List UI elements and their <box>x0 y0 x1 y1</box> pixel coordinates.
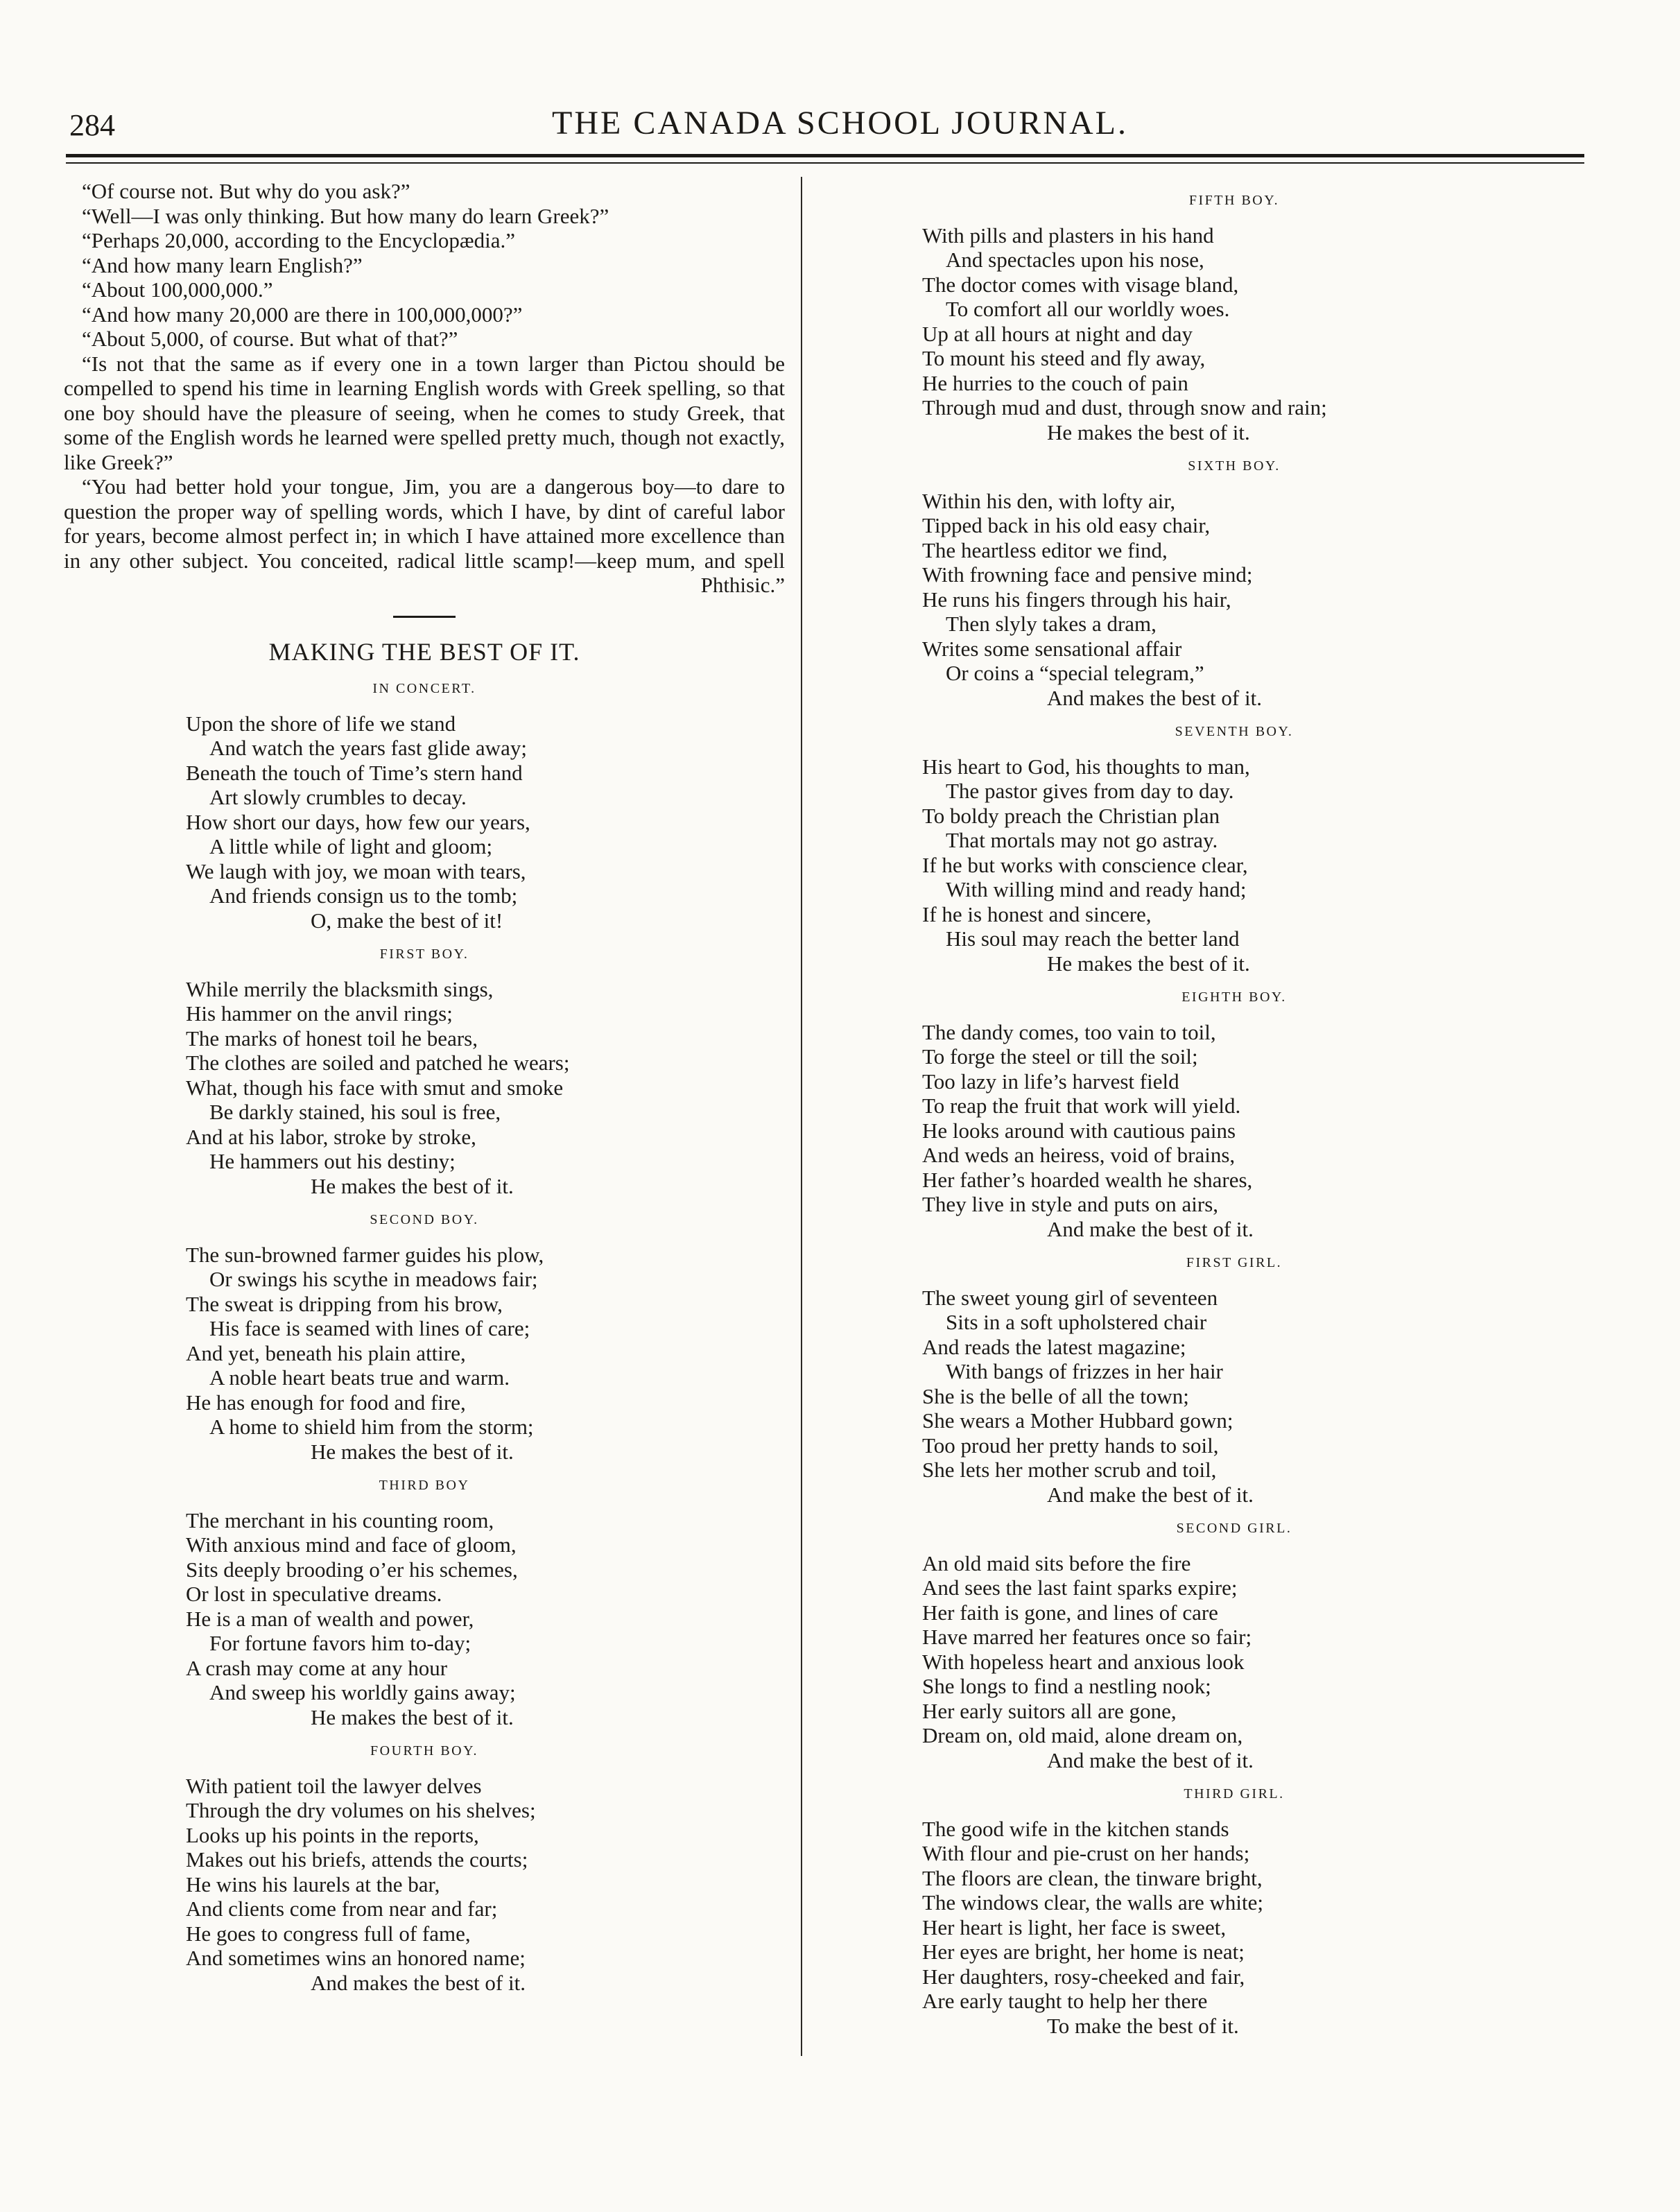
prose-paragraph: “You had better hold your tongue, Jim, you are a dangerous boy—to dare to question the proper way of spelling words, which I have, by dint of careful labor for years, become almost perfect in; in which I have attained more excellence than in any other subject. You conceited, radical little scamp!—keep mum, and spell Phthisic.” <box>64 474 785 597</box>
verse-line: Sits in a soft upholstered chair <box>946 1310 1207 1334</box>
verse-line: Makes out his briefs, attends the courts; <box>186 1847 528 1872</box>
section-rule <box>393 616 456 618</box>
verse-line: He makes the best of it. <box>311 1173 514 1198</box>
verse-line: Her daughters, rosy-cheeked and fair, <box>922 1964 1245 1989</box>
verse-line: Or lost in speculative dreams. <box>186 1582 442 1606</box>
verse-line: The heartless editor we find, <box>922 537 1168 562</box>
verse-line: Her early suitors all are gone, <box>922 1698 1177 1723</box>
journal-title: THE CANADA SCHOOL JOURNAL. <box>552 105 1128 141</box>
verse-line: And spectacles upon his nose, <box>946 248 1204 272</box>
verse-line: And reads the latest magazine; <box>922 1334 1186 1359</box>
stanza <box>922 1551 1546 1773</box>
verse-line: Through the dry volumes on his shelves; <box>186 1798 536 1822</box>
verse-line: He hurries to the couch of pain <box>922 370 1188 395</box>
verse-line: How short our days, how few our years, <box>186 809 530 834</box>
page-header <box>0 0 1680 159</box>
verse-line: Beneath the touch of Time’s stern hand <box>186 760 523 785</box>
verse-line: To boldy preach the Christian plan <box>922 803 1220 828</box>
verse-line: The clothes are soiled and patched he wears; <box>186 1051 570 1075</box>
verse-line: To make the best of it. <box>1047 2013 1239 2038</box>
verse-line: He makes the best of it. <box>311 1439 514 1464</box>
verse-line: What, though his face with smut and smoke <box>186 1075 564 1100</box>
verse-line: Have marred her features once so fair; <box>922 1625 1252 1649</box>
stanza-heading: SECOND BOY. <box>370 1212 479 1227</box>
verse-line: Her eyes are bright, her home is neat; <box>922 1939 1245 1964</box>
verse-line: Be darkly stained, his soul is free, <box>209 1100 501 1124</box>
verse-line: The good wife in the kitchen stands <box>922 1816 1229 1841</box>
stanza-heading: SECOND GIRL. <box>1176 1521 1292 1536</box>
dialogue-prose <box>64 179 785 598</box>
verse-line: And sometimes wins an honored name; <box>186 1946 526 1970</box>
verse-line: He is a man of wealth and power, <box>186 1606 474 1631</box>
verse-line: For fortune favors him to-day; <box>209 1631 471 1655</box>
prose-paragraph: “Of course not. But why do you ask?” <box>82 179 410 203</box>
verse-line: Writes some sensational affair <box>922 636 1182 661</box>
stanza <box>64 711 785 933</box>
verse-line: Upon the shore of life we stand <box>186 711 456 736</box>
poem-right-sections <box>922 189 1546 2038</box>
stanza <box>64 1508 785 1730</box>
verse-line: To forge the steel or till the soil; <box>922 1044 1198 1069</box>
verse-line: She lets her mother scrub and toil, <box>922 1458 1217 1482</box>
verse-line: Her father’s hoarded wealth he shares, <box>922 1167 1253 1192</box>
verse-line: A noble heart beats true and warm. <box>209 1365 510 1390</box>
verse-line: To reap the fruit that work will yield. <box>922 1094 1241 1118</box>
verse-line: He makes the best of it. <box>1047 951 1250 976</box>
verse-line: The doctor comes with visage bland, <box>922 272 1239 297</box>
verse-line: O, make the best of it! <box>311 908 503 933</box>
verse-line: And makes the best of it. <box>1047 685 1262 710</box>
verse-line: The dandy comes, too vain to toil, <box>922 1019 1216 1044</box>
verse-line: Or coins a “special telegram,” <box>946 661 1204 685</box>
verse-line: With anxious mind and face of gloom, <box>186 1532 517 1557</box>
verse-line: She is the belle of all the town; <box>922 1383 1189 1408</box>
verse-line: The windows clear, the walls are white; <box>922 1890 1264 1915</box>
verse-line: She wears a Mother Hubbard gown; <box>922 1408 1233 1433</box>
stanza-heading: FIRST BOY. <box>379 947 469 962</box>
verse-line: He wins his laurels at the bar, <box>186 1872 440 1896</box>
stanza <box>922 1817 1546 2039</box>
verse-line: The marks of honest toil he bears, <box>186 1026 478 1051</box>
verse-line: With frowning face and pensive mind; <box>922 562 1253 587</box>
right-column <box>922 179 1546 2038</box>
prose-paragraph: “Perhaps 20,000, according to the Encyclopædia.” <box>82 228 515 252</box>
verse-line: And friends consign us to the tomb; <box>209 883 518 908</box>
verse-line: Sits deeply brooding o’er his schemes, <box>186 1557 518 1582</box>
verse-line: And at his labor, stroke by stroke, <box>186 1124 476 1149</box>
verse-line: He makes the best of it. <box>1047 420 1250 444</box>
verse-line: His heart to God, his thoughts to man, <box>922 754 1250 779</box>
stanza-heading: IN CONCERT. <box>372 681 476 696</box>
verse-line: And make the best of it. <box>1047 1216 1254 1241</box>
verse-line: If he but works with conscience clear, <box>922 852 1248 877</box>
verse-line: He hammers out his destiny; <box>209 1149 456 1173</box>
verse-line: Her heart is light, her face is sweet, <box>922 1915 1227 1939</box>
verse-line: Within his den, with lofty air, <box>922 488 1176 513</box>
stanza-heading: FOURTH BOY. <box>370 1743 478 1759</box>
stanza <box>922 1020 1546 1242</box>
verse-line: He goes to congress full of fame, <box>186 1921 471 1946</box>
verse-line: Then slyly takes a dram, <box>946 612 1157 636</box>
verse-line: He makes the best of it. <box>311 1704 514 1729</box>
stanza <box>922 489 1546 711</box>
verse-line: A crash may come at any hour <box>186 1655 448 1680</box>
verse-line: With bangs of frizzes in her hair <box>946 1359 1223 1383</box>
verse-line: They live in style and puts on airs, <box>922 1192 1219 1216</box>
stanza-heading: EIGHTH BOY. <box>1181 990 1287 1005</box>
stanza <box>64 977 785 1199</box>
verse-line: His face is seamed with lines of care; <box>209 1316 530 1340</box>
prose-paragraph: “Is not that the same as if every one in a town larger than Pictou should be compelled to spend his time in learning English words with Greek spelling, so that one boy should have the pleasure of seeing, when he comes to study Greek, that some of the English words he learned were spelled pretty much, though not exactly, like Greek?” <box>64 351 785 474</box>
verse-line: Art slowly crumbles to decay. <box>209 785 467 809</box>
prose-paragraph: “About 5,000, of course. But what of that?” <box>82 327 458 351</box>
verse-line: And clients come from near and far; <box>186 1896 498 1921</box>
header-rule-thin <box>66 162 1584 164</box>
poem-left-sections <box>64 677 785 1995</box>
stanza-heading: SIXTH BOY. <box>1188 458 1281 474</box>
stanza-heading: FIRST GIRL. <box>1186 1255 1283 1270</box>
verse-line: He runs his fingers through his hair, <box>922 587 1231 612</box>
verse-line: While merrily the blacksmith sings, <box>186 976 494 1001</box>
stanza <box>922 754 1546 976</box>
verse-line: And make the best of it. <box>1047 1747 1254 1772</box>
verse-line: And watch the years fast glide away; <box>209 736 527 760</box>
verse-line: A little while of light and gloom; <box>209 834 493 858</box>
verse-line: He has enough for food and fire, <box>186 1390 466 1415</box>
prose-paragraph: “And how many 20,000 are there in 100,000,000?” <box>82 302 523 327</box>
stanza-heading: THIRD BOY <box>379 1478 470 1493</box>
verse-line: To comfort all our worldly woes. <box>946 297 1230 321</box>
verse-line: The floors are clean, the tinware bright, <box>922 1865 1263 1890</box>
verse-line: To mount his steed and fly away, <box>922 346 1206 370</box>
verse-line: His soul may reach the better land <box>946 926 1240 951</box>
verse-line: That mortals may not go astray. <box>946 828 1218 852</box>
verse-line: If he is honest and sincere, <box>922 901 1152 926</box>
header-rule-thick <box>66 154 1584 157</box>
stanza-heading: THIRD GIRL. <box>1184 1786 1285 1801</box>
stanza <box>64 1774 785 1996</box>
verse-line: Her faith is gone, and lines of care <box>922 1600 1218 1625</box>
prose-paragraph: “Well—I was only thinking. But how many do learn Greek?” <box>82 203 609 228</box>
verse-line: Through mud and dust, through snow and rain; <box>922 395 1327 420</box>
verse-line: She longs to find a nestling nook; <box>922 1674 1211 1698</box>
stanza <box>922 223 1546 445</box>
verse-line: With flour and pie-crust on her hands; <box>922 1841 1250 1865</box>
page-number: 284 <box>69 108 115 142</box>
stanza-heading: FIFTH BOY. <box>1188 193 1280 208</box>
verse-line: Dream on, old maid, alone dream on, <box>922 1723 1243 1747</box>
verse-line: The sweat is dripping from his brow, <box>186 1291 503 1316</box>
verse-line: Looks up his points in the reports, <box>186 1822 479 1847</box>
verse-line: Are early taught to help her there <box>922 1989 1208 2013</box>
stanza <box>922 1286 1546 1507</box>
verse-line: And weds an heiress, void of brains, <box>922 1143 1236 1167</box>
verse-line: The merchant in his counting room, <box>186 1507 494 1532</box>
verse-line: He looks around with cautious pains <box>922 1118 1236 1143</box>
poem-title: MAKING THE BEST OF IT. <box>268 637 580 666</box>
verse-line: A home to shield him from the storm; <box>209 1415 534 1439</box>
left-column <box>64 179 785 1995</box>
verse-line: His hammer on the anvil rings; <box>186 1001 453 1026</box>
verse-line: Tipped back in his old easy chair, <box>922 513 1211 537</box>
verse-line: Or swings his scythe in meadows fair; <box>209 1267 538 1291</box>
prose-paragraph: “About 100,000,000.” <box>82 277 273 302</box>
verse-line: Too proud her pretty hands to soil, <box>922 1433 1219 1458</box>
verse-line: And makes the best of it. <box>311 1970 526 1995</box>
column-divider <box>801 177 802 2056</box>
verse-line: With patient toil the lawyer delves <box>186 1773 482 1798</box>
verse-line: And sweep his worldly gains away; <box>209 1680 516 1704</box>
prose-paragraph: “And how many learn English?” <box>82 252 363 277</box>
verse-line: We laugh with joy, we moan with tears, <box>186 858 526 883</box>
verse-line: And make the best of it. <box>1047 1482 1254 1507</box>
verse-line: Too lazy in life’s harvest field <box>922 1069 1179 1094</box>
verse-line: With pills and plasters in his hand <box>922 223 1214 248</box>
verse-line: The sweet young girl of seventeen <box>922 1285 1218 1310</box>
verse-line: An old maid sits before the fire <box>922 1550 1191 1575</box>
verse-line: And yet, beneath his plain attire, <box>186 1340 466 1365</box>
stanza-heading: SEVENTH BOY. <box>1175 724 1294 739</box>
verse-line: Up at all hours at night and day <box>922 321 1193 346</box>
verse-line: And sees the last faint sparks expire; <box>922 1575 1238 1600</box>
verse-line: The pastor gives from day to day. <box>946 779 1234 803</box>
stanza <box>64 1243 785 1464</box>
verse-line: The sun-browned farmer guides his plow, <box>186 1242 544 1267</box>
verse-line: With willing mind and ready hand; <box>946 877 1247 901</box>
verse-line: With hopeless heart and anxious look <box>922 1649 1245 1674</box>
